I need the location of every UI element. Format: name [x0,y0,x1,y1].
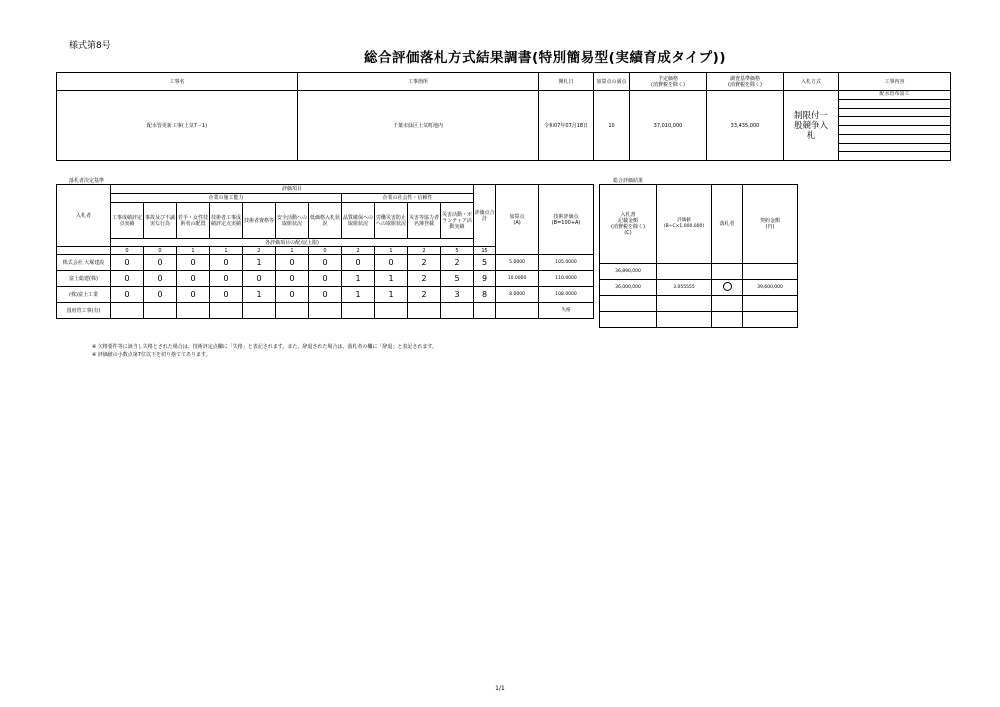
evaluation-value [657,296,712,312]
bonus: 10.0000 [496,271,539,287]
header-project-name: 工事名 [57,73,298,91]
note-rounding: ※ 評価値の小数点第7位以下を切り捨ててあります。 [92,352,211,358]
form-number: 様式第8号 [69,41,111,51]
work-content-line [839,135,950,144]
evaluation-value [657,264,712,280]
max-point: 1 [177,247,210,255]
col-header: 労働災害防止への取組状況 [375,203,408,239]
header-bid-amount: 入札書 記載金額 (消費税を除く) (C) [600,185,657,264]
max-point-total: 15 [474,247,496,255]
summary-table [56,72,951,161]
score [408,303,441,319]
score: 0 [177,287,210,303]
bonus: 5.0000 [496,255,539,271]
table-row [600,312,798,328]
bidder-name: 株式会社 大塚建設 [57,255,111,271]
decision-criteria-caption: 落札者決定基準 [69,178,105,184]
evaluation-table [56,184,594,319]
max-point: 2 [342,247,375,255]
score [375,303,408,319]
table-row [57,255,594,271]
score [243,303,276,319]
score: 0 [210,255,243,271]
score: 0 [309,287,342,303]
work-content-line [839,152,950,160]
header-bonus: 加算点 (A) [496,185,539,255]
header-winner: 落札者 [712,185,743,264]
bid-amount [600,312,657,328]
score: 0 [177,271,210,287]
value-project-name: 配水管更新工事(土気7－1) [57,91,298,161]
page-title: 総合評価落札方式結果調書(特別簡易型(実績育成タイプ)) [363,50,726,66]
page-number: 1/1 [495,685,505,692]
bidder-name: 国府管工事(有) [57,303,111,319]
score: 0 [144,287,177,303]
score: 0 [309,255,342,271]
contract-amount [743,264,798,280]
score [342,303,375,319]
col-header: 技術者工事成績評定点実績 [210,203,243,239]
total [474,303,496,319]
score: 0 [210,287,243,303]
header-min-price: 調査基準価格 (消費税を除く) [707,73,784,91]
header-total: 評価点合計 [474,185,496,247]
col-header: 低価格入札状況 [309,203,342,239]
work-content-line [839,126,950,135]
score: 0 [276,255,309,271]
value-bid-method: 制限付一般競争入札 [784,91,839,161]
col-header: 若手・女性技術者の配置 [177,203,210,239]
score [111,303,144,319]
contract-amount [743,312,798,328]
tech-score: 105.0000 [539,255,594,271]
table-row [600,280,798,296]
max-point: 5 [441,247,474,255]
header-bid-method: 入札方式 [784,73,839,91]
value-location: 千葉市緑区土気町地内 [298,91,539,161]
winner-cell [712,264,743,280]
max-points-blank [57,247,111,255]
header-bid-date: 開札日 [539,73,594,91]
score [210,303,243,319]
score: 0 [144,255,177,271]
bidder-name: 富士総建(株) [57,271,111,287]
header-evaluation-value: 評価値 (B÷C×1,000,000) [657,185,712,264]
score: 1 [342,287,375,303]
header-evaluation-items: 評価項目 [111,185,474,194]
col-header: 技術者資格等 [243,203,276,239]
evaluation-value [657,312,712,328]
evaluation-value: 3.055555 [657,280,712,296]
col-header: 工事成績評定点実績 [111,203,144,239]
table-row [57,303,594,319]
header-bonus-points: 加算点の満点 [594,73,630,91]
work-content-line [839,144,950,153]
table-row [57,271,594,287]
score: 0 [375,255,408,271]
bid-amount [600,296,657,312]
total: 5 [474,255,496,271]
score: 0 [243,271,276,287]
value-work-content: 配水管布設工 [839,91,950,100]
note-disqualification: ※ 欠格要件等に該当し失格とされた場合は、技術評定点欄に「失格」と表記されます。また、辞退された場合は、落札者の欄に「辞退」と表記されます。 [92,344,437,350]
work-content-line [839,109,950,118]
max-point: 0 [111,247,144,255]
max-point: 0 [144,247,177,255]
header-location: 工事箇所 [298,73,539,91]
header-work-content: 工事内容 [839,73,951,91]
max-points-label: 各評価項目の配点(上限) [111,239,474,247]
score [309,303,342,319]
value-min-price: 33,435,000 [707,91,784,161]
tech-score: 失格 [539,303,594,319]
col-header: 事故及び不誠実な行為 [144,203,177,239]
score: 0 [111,255,144,271]
header-tech-score: 技術評価点 (B=100+A) [539,185,594,255]
bonus [496,303,539,319]
score: 2 [408,287,441,303]
header-group-capability: 企業の施工能力 [111,194,342,203]
contract-amount [743,296,798,312]
score: 2 [408,255,441,271]
header-group-social: 企業の社会性・信頼性 [342,194,474,203]
score: 0 [309,271,342,287]
score: 0 [342,255,375,271]
bid-amount: 36,890,000 [600,264,657,280]
max-point: 1 [276,247,309,255]
col-header: 災害活動・ボランティア活動実績 [441,203,474,239]
table-row [57,287,594,303]
score: 5 [441,271,474,287]
value-planned-price: 37,010,000 [630,91,707,161]
header-bidder: 入札者 [57,185,111,247]
score: 1 [342,271,375,287]
bidder-name: (株)富士工業 [57,287,111,303]
max-point: 2 [243,247,276,255]
winner-cell [712,280,743,296]
col-header: 安全活動への取組状況 [276,203,309,239]
winner-circle-icon [723,282,732,291]
value-bonus-points: 10 [594,91,630,161]
value-bid-date: 令和07年07月18日 [539,91,594,161]
work-content-cell [839,91,951,161]
score: 1 [243,255,276,271]
work-content-line [839,117,950,126]
score [177,303,210,319]
max-point: 1 [210,247,243,255]
score: 2 [408,271,441,287]
score: 0 [177,255,210,271]
winner-cell [712,296,743,312]
score: 2 [441,255,474,271]
bonus: 8.0000 [496,287,539,303]
score: 1 [375,271,408,287]
total: 9 [474,271,496,287]
winner-cell [712,312,743,328]
col-header: 災害等協力者名簿登載 [408,203,441,239]
header-contract-amount: 契約金額 (円) [743,185,798,264]
work-content-line [839,100,950,109]
score: 0 [276,271,309,287]
score: 0 [276,287,309,303]
table-row [600,264,798,280]
max-point: 0 [309,247,342,255]
col-header: 品質確保への取組状況 [342,203,375,239]
total: 8 [474,287,496,303]
max-point: 1 [375,247,408,255]
max-point: 2 [408,247,441,255]
header-planned-price: 予定価格 (消費税を除く) [630,73,707,91]
score [144,303,177,319]
table-row [600,296,798,312]
score [441,303,474,319]
score: 0 [210,271,243,287]
tech-score: 108.0000 [539,287,594,303]
evaluation-result-caption: 総合評価結果 [613,178,644,184]
contract-amount: 39,600,000 [743,280,798,296]
score [276,303,309,319]
score: 0 [111,271,144,287]
score: 3 [441,287,474,303]
score: 0 [144,271,177,287]
score: 1 [243,287,276,303]
score: 1 [375,287,408,303]
tech-score: 110.0000 [539,271,594,287]
score: 0 [111,287,144,303]
bid-amount: 36,000,000 [600,280,657,296]
result-table [599,184,798,328]
